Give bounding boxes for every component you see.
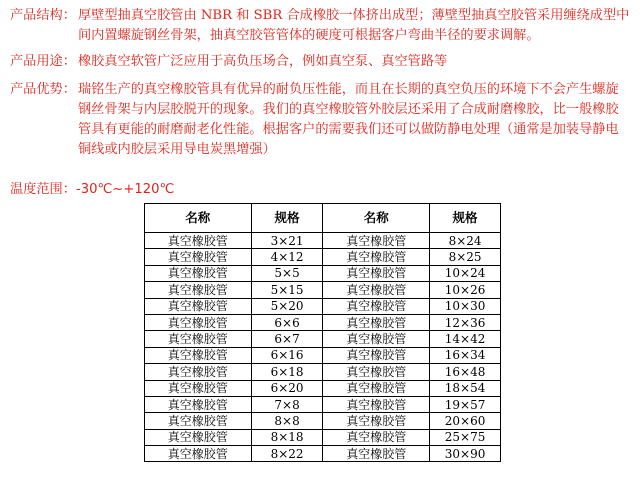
header-spec-2: 规格 xyxy=(430,204,501,233)
cell-spec-2: 18×54 xyxy=(430,380,501,396)
cell-name-1: 真空橡胶管 xyxy=(145,265,252,281)
cell-spec-1: 5×20 xyxy=(251,298,323,314)
cell-name-1: 真空橡胶管 xyxy=(145,314,252,330)
product-advantage-paragraph xyxy=(10,80,634,160)
cell-spec-1: 6×7 xyxy=(251,331,323,347)
cell-spec-1: 8×8 xyxy=(251,413,323,429)
cell-name-1: 真空橡胶管 xyxy=(145,380,252,396)
cell-spec-1: 8×18 xyxy=(251,429,323,445)
cell-name-1: 真空橡胶管 xyxy=(145,429,252,445)
cell-name-2: 真空橡胶管 xyxy=(323,331,430,347)
cell-spec-2: 16×34 xyxy=(430,347,501,363)
table-row xyxy=(145,331,501,347)
cell-spec-2: 12×36 xyxy=(430,314,501,330)
cell-name-2: 真空橡胶管 xyxy=(323,380,430,396)
table-row xyxy=(145,380,501,396)
table-row xyxy=(145,347,501,363)
cell-name-2: 真空橡胶管 xyxy=(323,265,430,281)
table-row xyxy=(145,429,501,445)
product-structure-label: 产品结构： xyxy=(10,8,76,23)
cell-name-1: 真空橡胶管 xyxy=(145,331,252,347)
cell-spec-1: 6×6 xyxy=(251,314,323,330)
product-structure-paragraph xyxy=(10,6,634,46)
product-structure-text: 厚壁型抽真空胶管由 NBR 和 SBR 合成橡胶一体挤出成型；薄壁型抽真空胶管采用缠绕成型中间内置螺旋钢丝骨架，抽真空胶管管体的硬度可根据客户弯曲半径的要求调解。 xyxy=(78,8,630,43)
cell-spec-1: 6×20 xyxy=(251,380,323,396)
cell-name-2: 真空橡胶管 xyxy=(323,429,430,445)
cell-spec-2: 8×24 xyxy=(430,233,501,249)
product-usage-text: 橡胶真空软管广泛应用于高负压场合，例如真空泵、真空管路等 xyxy=(78,54,448,69)
table-row xyxy=(145,282,501,298)
temperature-range-value: -30℃~+120℃ xyxy=(75,182,175,197)
cell-spec-2: 14×42 xyxy=(430,331,501,347)
cell-spec-1: 6×16 xyxy=(251,347,323,363)
header-name-1: 名称 xyxy=(145,204,252,233)
cell-name-2: 真空橡胶管 xyxy=(323,413,430,429)
product-usage-label: 产品用途： xyxy=(10,54,76,69)
cell-spec-1: 3×21 xyxy=(251,233,323,249)
cell-spec-2: 10×26 xyxy=(430,282,501,298)
header-name-2: 名称 xyxy=(323,204,430,233)
cell-name-1: 真空橡胶管 xyxy=(145,396,252,412)
temperature-range-label: 温度范围： xyxy=(10,182,76,197)
spec-table xyxy=(144,203,501,462)
cell-name-1: 真空橡胶管 xyxy=(145,298,252,314)
cell-spec-2: 10×30 xyxy=(430,298,501,314)
spec-table-header-row xyxy=(145,204,501,233)
cell-spec-2: 19×57 xyxy=(430,396,501,412)
cell-spec-2: 10×24 xyxy=(430,265,501,281)
cell-name-2: 真空橡胶管 xyxy=(323,446,430,462)
cell-name-2: 真空橡胶管 xyxy=(323,314,430,330)
cell-name-2: 真空橡胶管 xyxy=(323,347,430,363)
cell-spec-2: 25×75 xyxy=(430,429,501,445)
cell-spec-2: 30×90 xyxy=(430,446,501,462)
cell-name-1: 真空橡胶管 xyxy=(145,233,252,249)
cell-name-2: 真空橡胶管 xyxy=(323,282,430,298)
table-row xyxy=(145,249,501,265)
cell-spec-1: 6×18 xyxy=(251,364,323,380)
product-advantage-text: 瑞铭生产的真空橡胶管具有优异的耐负压性能，而且在长期的真空负压的环境下不会产生螺旋钢丝骨架与内层胶脱开的现象。我们的真空橡胶管外胶层还采用了合成耐磨橡胶，比一般橡胶管具有更能的耐磨耐老化性能。根据客户的需要我们还可以做防静电处理（通常是加装导静电铜线或内胶层采用导电炭黑增强） xyxy=(78,82,619,157)
cell-spec-2: 16×48 xyxy=(430,364,501,380)
cell-spec-2: 8×25 xyxy=(430,249,501,265)
table-row xyxy=(145,446,501,462)
cell-name-1: 真空橡胶管 xyxy=(145,446,252,462)
cell-name-2: 真空橡胶管 xyxy=(323,233,430,249)
cell-spec-1: 8×22 xyxy=(251,446,323,462)
cell-spec-1: 5×5 xyxy=(251,265,323,281)
cell-name-2: 真空橡胶管 xyxy=(323,249,430,265)
table-row xyxy=(145,396,501,412)
cell-spec-1: 7×8 xyxy=(251,396,323,412)
table-row xyxy=(145,298,501,314)
table-row xyxy=(145,314,501,330)
cell-name-1: 真空橡胶管 xyxy=(145,364,252,380)
table-row xyxy=(145,364,501,380)
table-row xyxy=(145,413,501,429)
table-row xyxy=(145,265,501,281)
header-spec-1: 规格 xyxy=(251,204,323,233)
spec-table-body xyxy=(145,233,501,462)
product-advantage-label: 产品优势： xyxy=(10,82,76,97)
table-row xyxy=(145,233,501,249)
product-usage-paragraph xyxy=(10,52,634,72)
cell-spec-1: 4×12 xyxy=(251,249,323,265)
cell-name-1: 真空橡胶管 xyxy=(145,347,252,363)
cell-name-1: 真空橡胶管 xyxy=(145,413,252,429)
cell-name-1: 真空橡胶管 xyxy=(145,282,252,298)
cell-spec-1: 5×15 xyxy=(251,282,323,298)
cell-spec-2: 20×60 xyxy=(430,413,501,429)
temperature-range-paragraph xyxy=(10,180,634,200)
cell-name-2: 真空橡胶管 xyxy=(323,364,430,380)
cell-name-2: 真空橡胶管 xyxy=(323,298,430,314)
cell-name-1: 真空橡胶管 xyxy=(145,249,252,265)
cell-name-2: 真空橡胶管 xyxy=(323,396,430,412)
